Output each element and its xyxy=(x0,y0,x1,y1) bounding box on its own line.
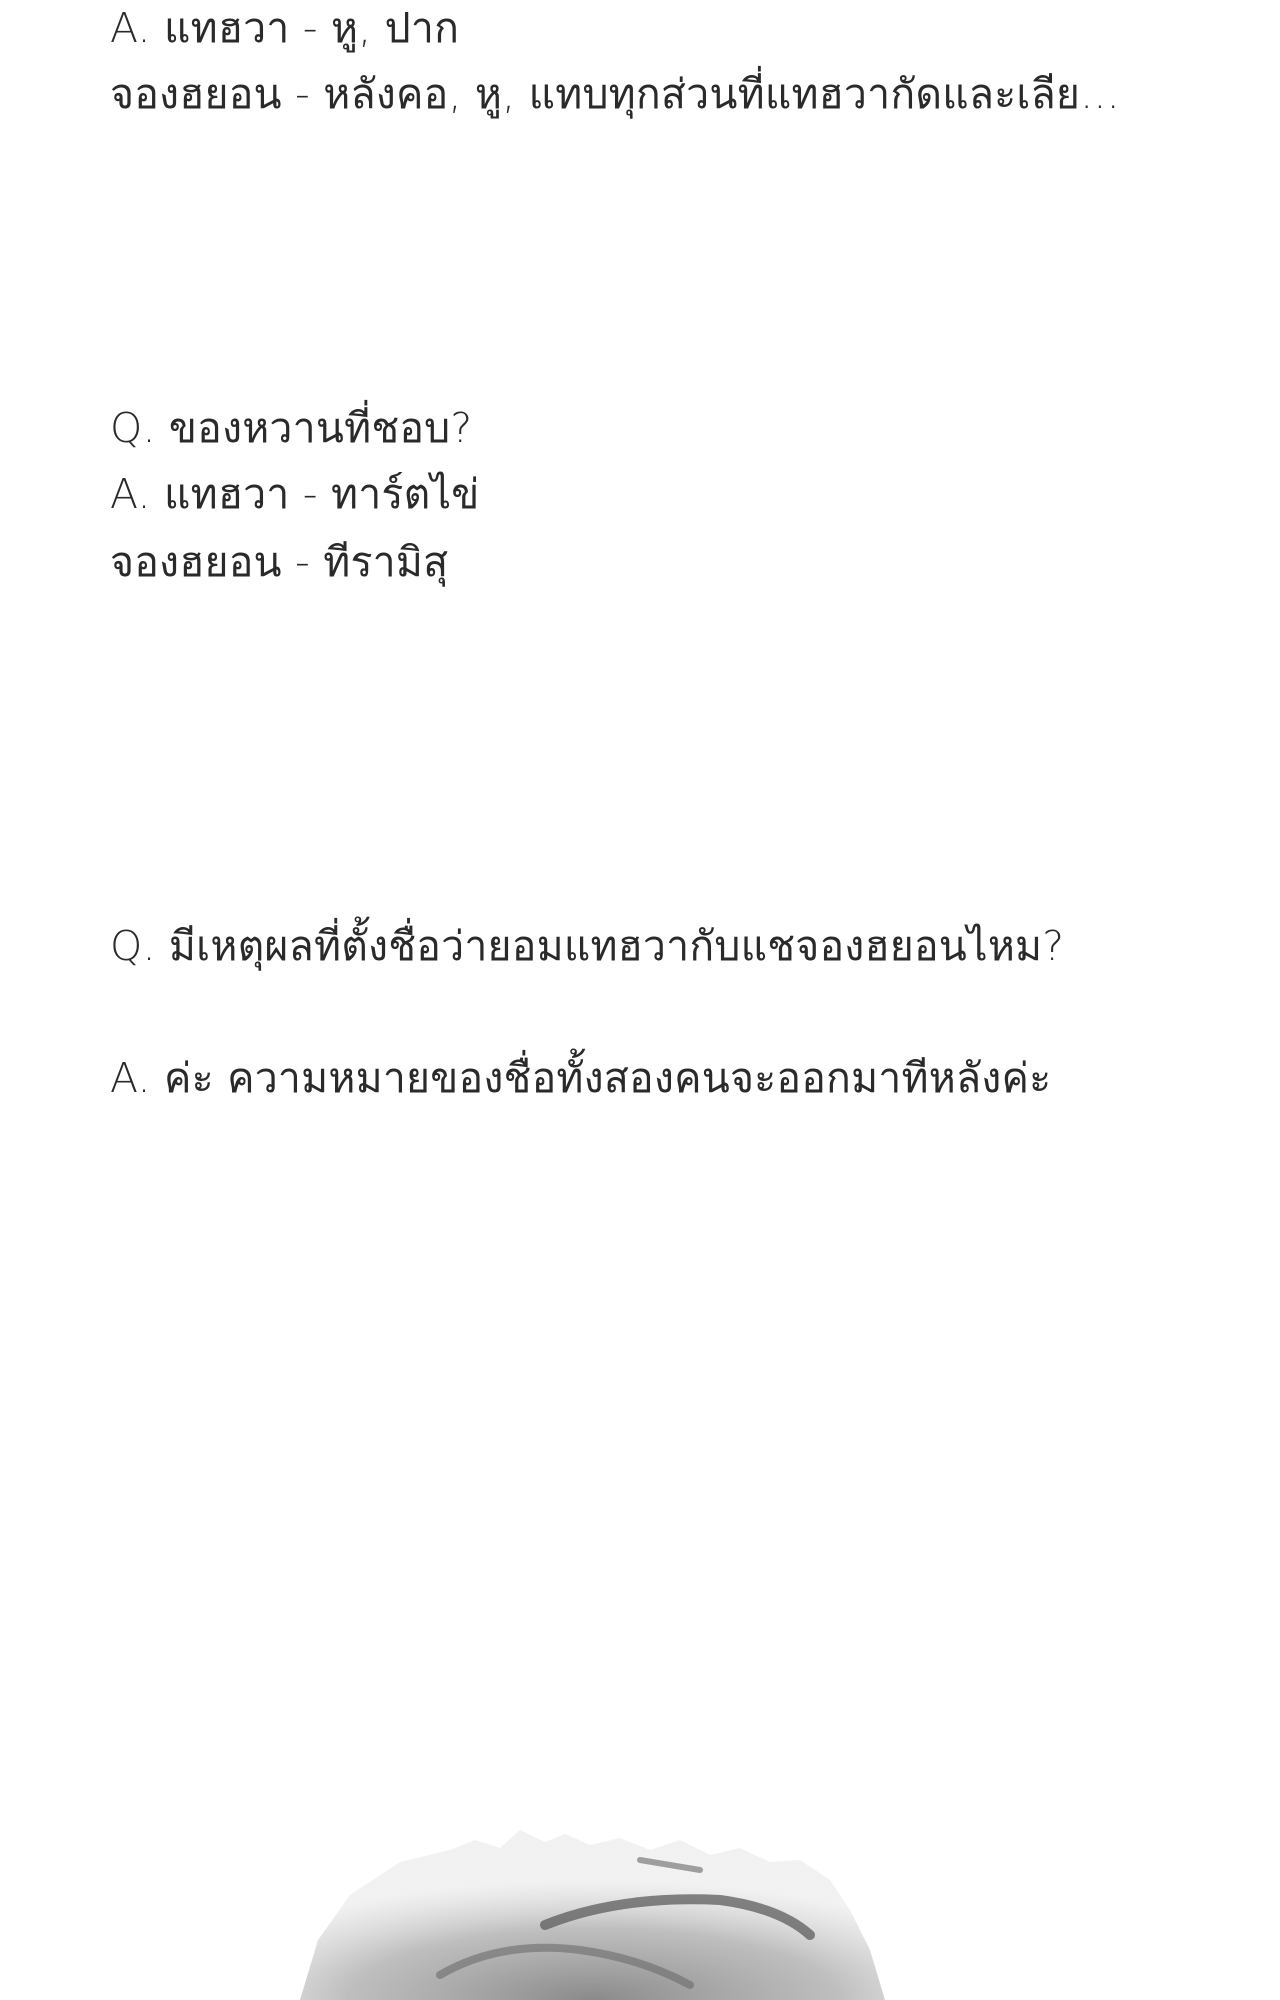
answer-taehwa-dessert: A. แทฮวา - ทาร์ตไข่ xyxy=(110,470,480,518)
answer-jeonghyeon-dessert: จองฮยอน - ทีรามิสุ xyxy=(110,538,449,586)
question-favorite-dessert: Q. ของหวานที่ชอบ? xyxy=(110,404,473,452)
ink-wash-illustration xyxy=(0,1800,1280,2000)
answer-taehwa-body-part: A. แทฮวา - หู, ปาก xyxy=(110,4,460,52)
answer-name-reason: A. ค่ะ ความหมายของชื่อทั้งสองคนจะออกมาทีหลังค่ะ xyxy=(110,1054,1052,1102)
question-name-reason: Q. มีเหตุผลที่ตั้งชื่อว่ายอมแทฮวากับแชจองฮยอนไหม? xyxy=(110,922,1065,970)
answer-jeonghyeon-body-part: จองฮยอน - หลังคอ, หู, แทบทุกส่วนที่แทฮวากัดและเลีย... xyxy=(110,70,1120,118)
